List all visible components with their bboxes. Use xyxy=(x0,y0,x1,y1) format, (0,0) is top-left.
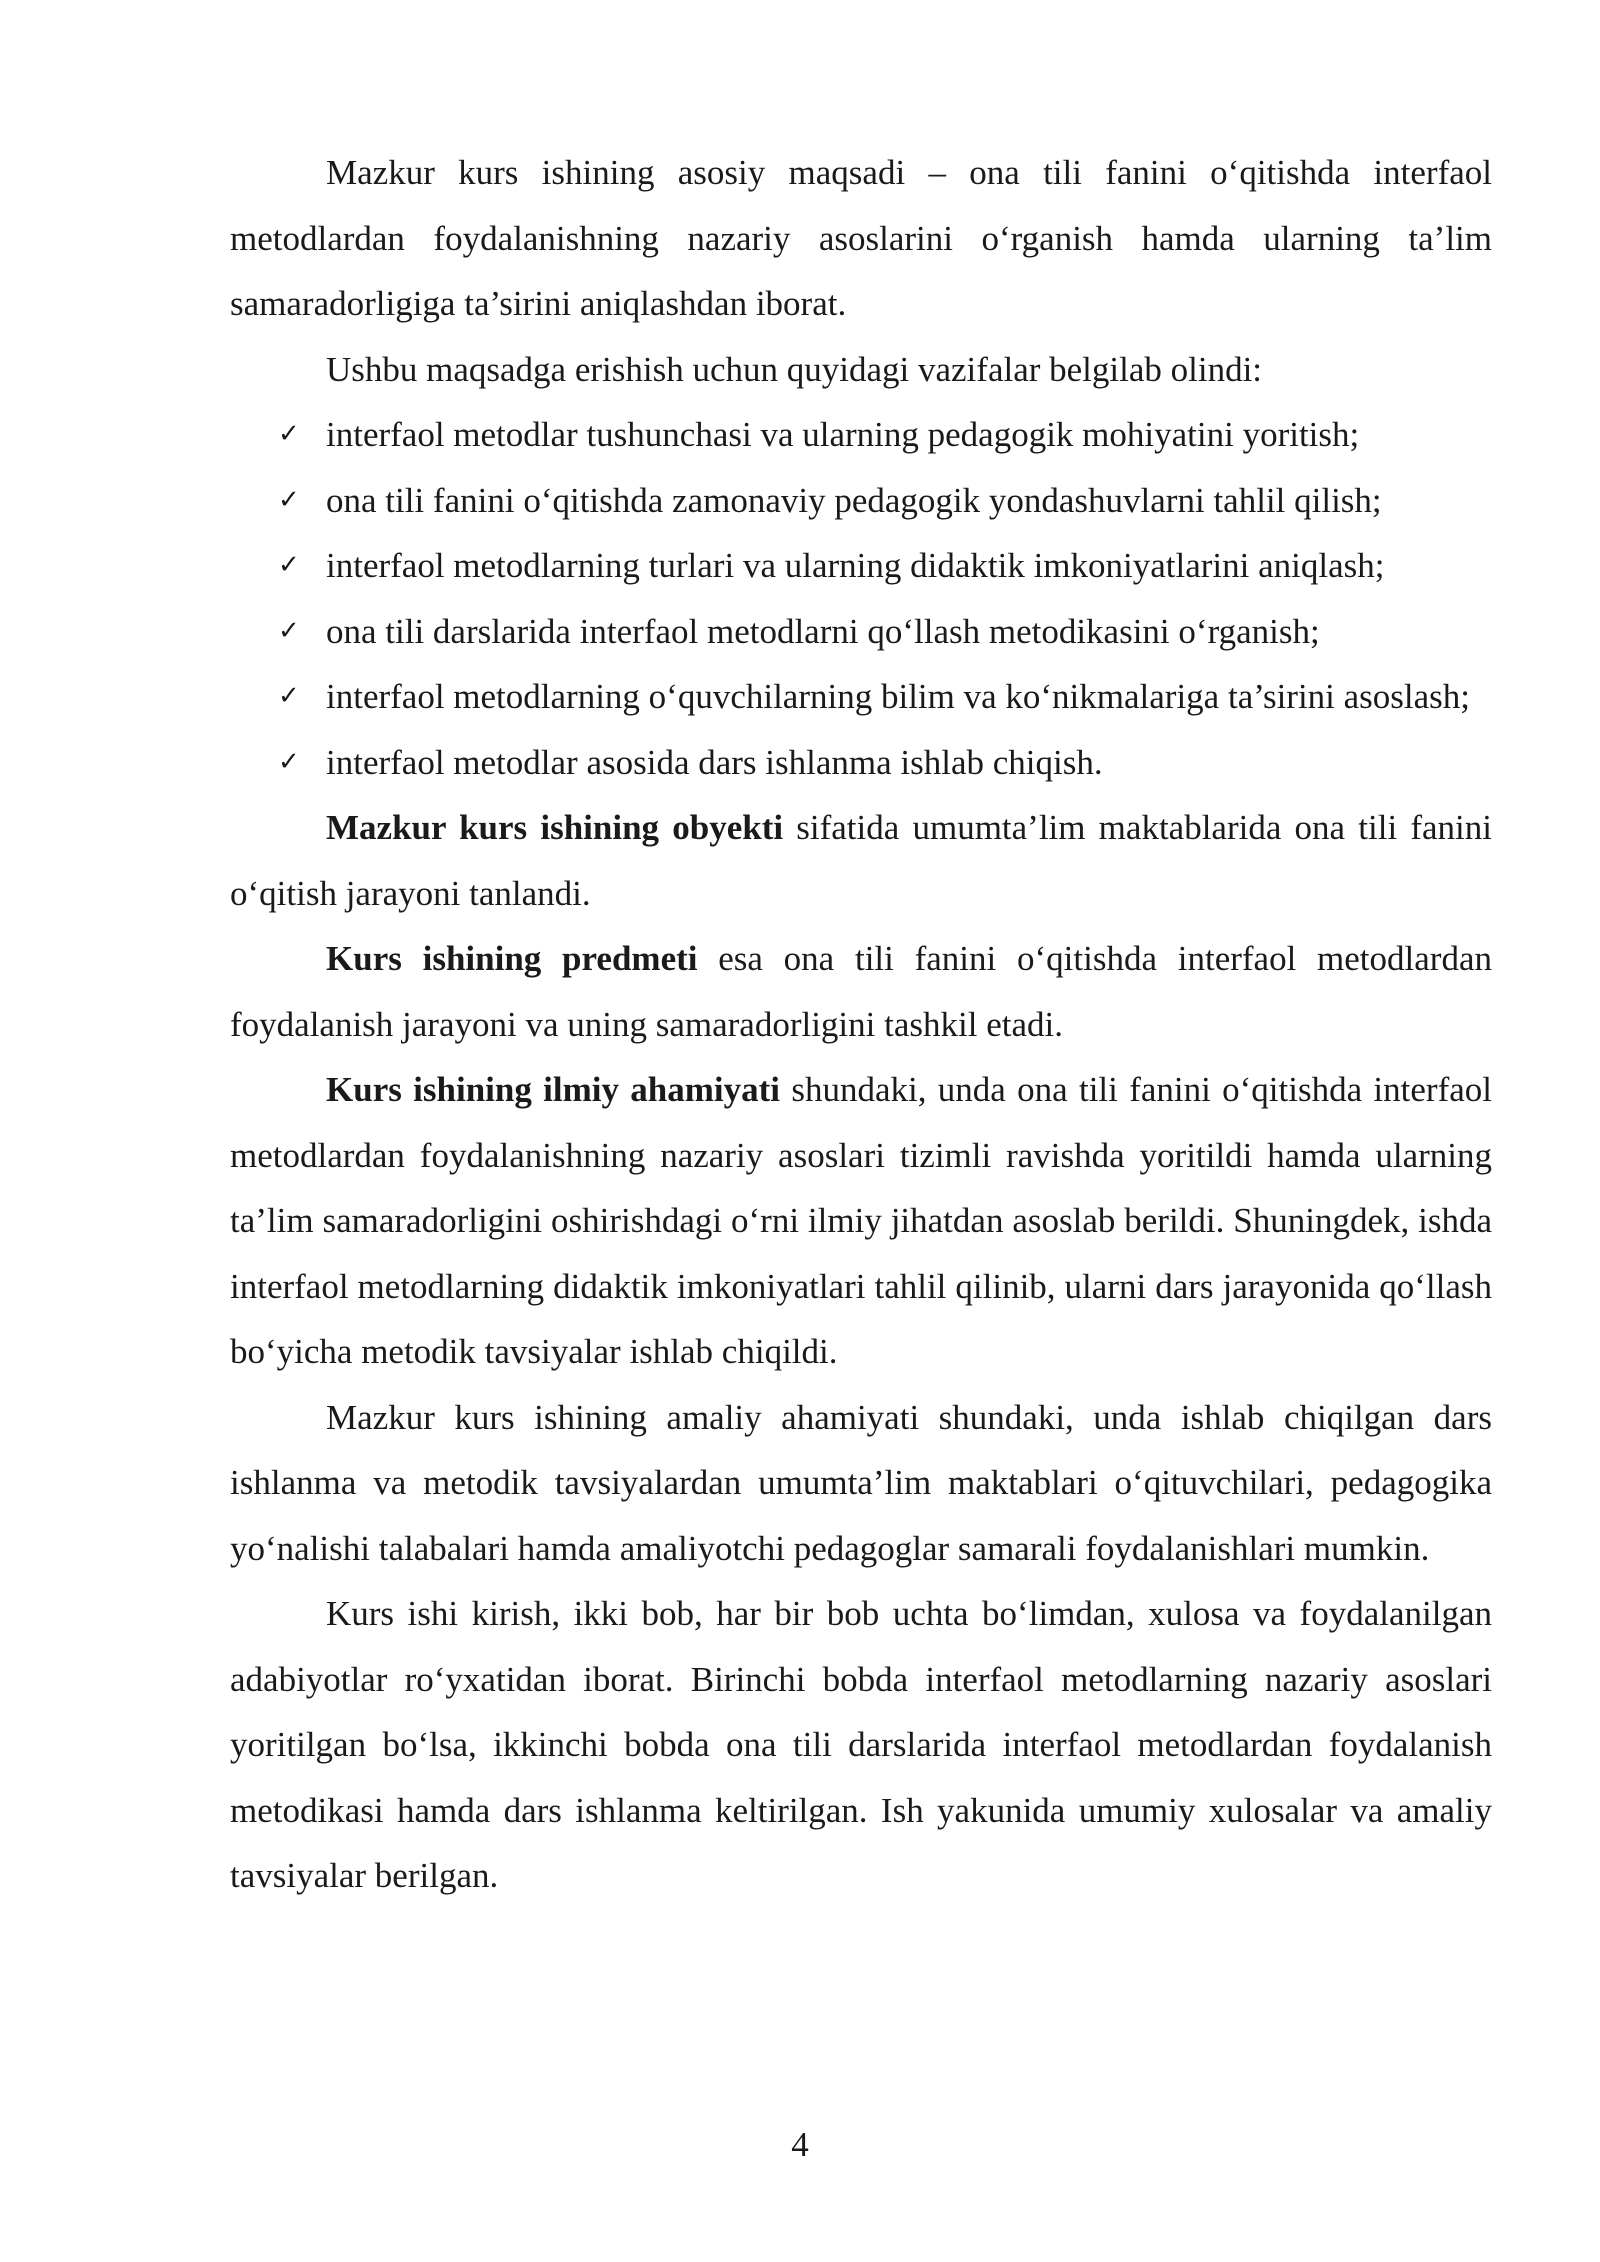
object-paragraph xyxy=(230,795,1492,926)
task-text: interfaol metodlarning o‘quvchilarning bilim va ko‘nikmalariga ta’sirini asoslash; xyxy=(326,677,1471,716)
task-text: interfaol metodlar asosida dars ishlanma ishlab chiqish. xyxy=(326,742,1103,782)
object-heading: Mazkur kurs ishining obyekti xyxy=(326,808,784,847)
subject-text: esa ona tili fanini o‘qitishda interfaol metodlardan foydalanish jarayoni va uning samaradorligini tashkil etadi. xyxy=(230,939,1492,1044)
list-item xyxy=(278,599,1492,665)
list-item xyxy=(278,664,1492,730)
tasks-list xyxy=(230,402,1492,795)
object-text: sifatida umumta’lim maktablarida ona tili fanini o‘qitish jarayoni tanlandi. xyxy=(230,808,1492,913)
task-text: interfaol metodlarning turlari va ularning didaktik imkoniyatlarini aniqlash; xyxy=(326,546,1385,585)
checkmark-icon: ✓ xyxy=(278,550,300,580)
task-text: ona tili darslarida interfaol metodlarni qo‘llash metodikasini o‘rganish; xyxy=(326,611,1320,651)
checkmark-icon: ✓ xyxy=(278,484,300,515)
list-item xyxy=(278,468,1492,534)
scientific-text: shundaki, unda ona tili fanini o‘qitishda interfaol metodlardan foydalanishning nazariy asoslari tizimli ravishda yoritildi hamda ularning ta’lim samaradorligini oshirishdagi o‘rni ilmiy jihatdan asoslab berildi. Shuningdek, ishda interfaol metodlarning didaktik imkoniyatlari tahlil qilinib, ularni dars jarayonida qo‘llash bo‘yicha metodik tavsiyalar ishlab chiqildi. xyxy=(230,1070,1492,1371)
checkmark-icon: ✓ xyxy=(278,681,300,711)
scientific-heading: Kurs ishining ilmiy ahamiyati xyxy=(326,1070,781,1109)
task-text: interfaol metodlar tushunchasi va ularning pedagogik mohiyatini yoritish; xyxy=(326,415,1360,454)
document-page xyxy=(230,140,1492,1909)
list-item xyxy=(278,533,1492,599)
subject-heading: Kurs ishining predmeti xyxy=(326,939,698,978)
tasks-intro-paragraph: Ushbu maqsadga erishish uchun quyidagi vazifalar belgilab olindi: xyxy=(326,349,1263,389)
checkmark-icon: ✓ xyxy=(278,615,300,646)
checkmark-icon: ✓ xyxy=(278,746,300,777)
list-item xyxy=(278,730,1492,796)
task-text: ona tili fanini o‘qitishda zamonaviy pedagogik yondashuvlarni tahlil qilish; xyxy=(326,480,1382,520)
subject-paragraph xyxy=(230,926,1492,1057)
structure-paragraph: Kurs ishi kirish, ikki bob, har bir bob uchta bo‘limdan, xulosa va foydalanilgan adabiyotlar ro‘yxatidan iborat. Birinchi bobda interfaol metodlarning nazariy asoslari yoritilgan bo‘lsa, ikkinchi bobda ona tili darslarida interfaol metodlardan foydalanish metodikasi hamda dars ishlanma keltirilgan. Ish yakunida umumiy xulosalar va amaliy tavsiyalar berilgan. xyxy=(230,1594,1492,1895)
scientific-paragraph xyxy=(230,1057,1492,1385)
list-item xyxy=(278,402,1492,468)
checkmark-icon: ✓ xyxy=(278,419,300,449)
page-number: 4 xyxy=(791,2125,809,2164)
aim-paragraph: Mazkur kurs ishining asosiy maqsadi – ona tili fanini o‘qitishda interfaol metodlardan foydalanishning nazariy asoslarini o‘rganish hamda ularning ta’lim samaradorligiga ta’sirini aniqlashdan iborat. xyxy=(230,153,1492,323)
practical-paragraph: Mazkur kurs ishining amaliy ahamiyati shundaki, unda ishlab chiqilgan dars ishlanma va metodik tavsiyalardan umumta’lim maktablari o‘qituvchilari, pedagogika yo‘nalishi talabalari hamda amaliyotchi pedagoglar samarali foydalanishlari mumkin. xyxy=(230,1397,1492,1568)
